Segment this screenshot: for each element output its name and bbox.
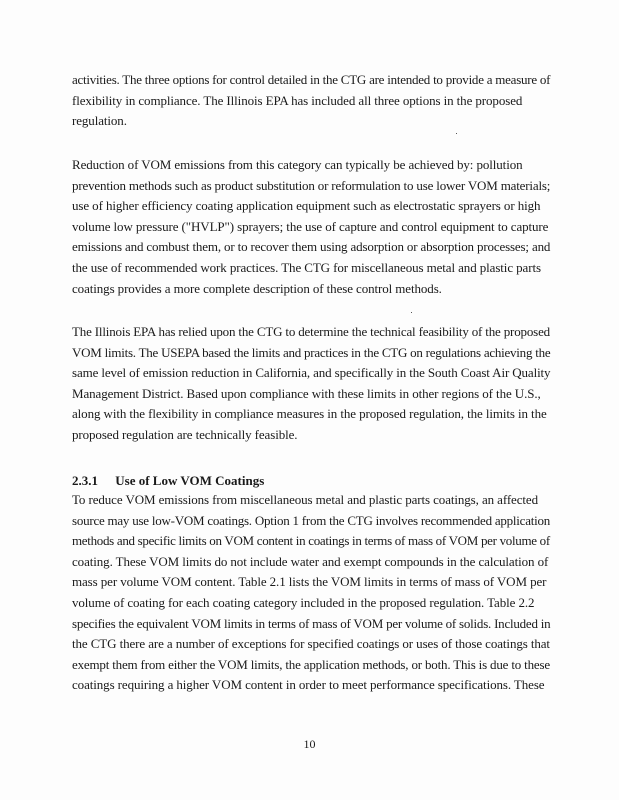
- section-title: Use of Low VOM Coatings: [115, 473, 265, 488]
- page-number: 10: [303, 737, 316, 751]
- text-line: The Illinois EPA has relied upon the CTG to determine the technical feasibility of the proposed: [72, 324, 550, 339]
- text-line: source may use low-VOM coatings. Option 1 from the CTG involves recommended application: [72, 512, 551, 528]
- text-line: VOM limits. The USEPA based the limits and practices in the CTG on regulations achieving the: [72, 344, 551, 360]
- text-line: To reduce VOM emissions from miscellaneous metal and plastic parts coatings, an affected: [72, 492, 538, 507]
- paragraph-reduction-methods: [72, 155, 550, 299]
- paragraph-technical-feasibility: [72, 322, 550, 446]
- text-line: prevention methods such as product substitution or reformulation to use lower VOM materials;: [72, 177, 551, 193]
- text-line: same level of emission reduction in California, and specifically in the South Coast Air Quality: [72, 365, 551, 381]
- text-line: use of higher efficiency coating application equipment such as electrostatic sprayers or high: [72, 198, 541, 214]
- text-line: Management District. Based upon compliance with these limits in other regions of the U.S.,: [72, 385, 541, 401]
- paragraph-low-vom-coatings: [72, 490, 550, 696]
- text-line: coatings requiring a higher VOM content in order to meet performance specifications. These: [72, 677, 545, 693]
- text-line: the CTG there are a number of exceptions for specified coatings or uses of those coatings that: [72, 636, 550, 652]
- text-line: exempt them from either the VOM limits, the application methods, or both. This is due to these: [72, 656, 550, 672]
- text-line: volume low pressure ("HVLP") sprayers; the use of capture and control equipment to capture: [72, 218, 549, 234]
- paragraph-compliance-options: [72, 70, 550, 132]
- text-line: along with the flexibility in compliance measures in the proposed regulation, the limits in the: [72, 406, 547, 422]
- text-line: coating. These VOM limits do not include water and exempt compounds in the calculation of: [72, 553, 549, 569]
- text-line: regulation.: [72, 113, 127, 129]
- text-line: methods and specific limits on VOM content in coatings in terms of mass of VOM per volume of: [72, 533, 550, 549]
- text-line: the use of recommended work practices. The CTG for miscellaneous metal and plastic parts: [72, 259, 541, 275]
- text-line: Reduction of VOM emissions from this category can typically be achieved by: pollution: [72, 157, 523, 172]
- text-line: activities. The three options for control detailed in the CTG are intended to provide a measure of: [72, 72, 551, 87]
- text-line: volume of coating for each coating category included in the proposed regulation. Table 2.2: [72, 594, 535, 610]
- scan-speck: [411, 312, 412, 313]
- section-number: 2.3.1: [72, 473, 98, 488]
- scan-speck: [456, 133, 457, 134]
- text-line: proposed regulation are technically feasible.: [72, 426, 298, 442]
- text-line: emissions and combust them, or to recover them using adsorption or absorption processes; and: [72, 239, 551, 255]
- section-heading: [72, 471, 550, 491]
- text-line: flexibility in compliance. The Illinois EPA has included all three options in the proposed: [72, 92, 523, 108]
- text-line: coatings provides a more complete description of these control methods.: [72, 280, 442, 296]
- text-line: specifies the equivalent VOM limits in terms of mass of VOM per volume of solids. Included in: [72, 615, 551, 631]
- text-line: mass per volume VOM content. Table 2.1 lists the VOM limits in terms of mass of VOM per: [72, 574, 547, 590]
